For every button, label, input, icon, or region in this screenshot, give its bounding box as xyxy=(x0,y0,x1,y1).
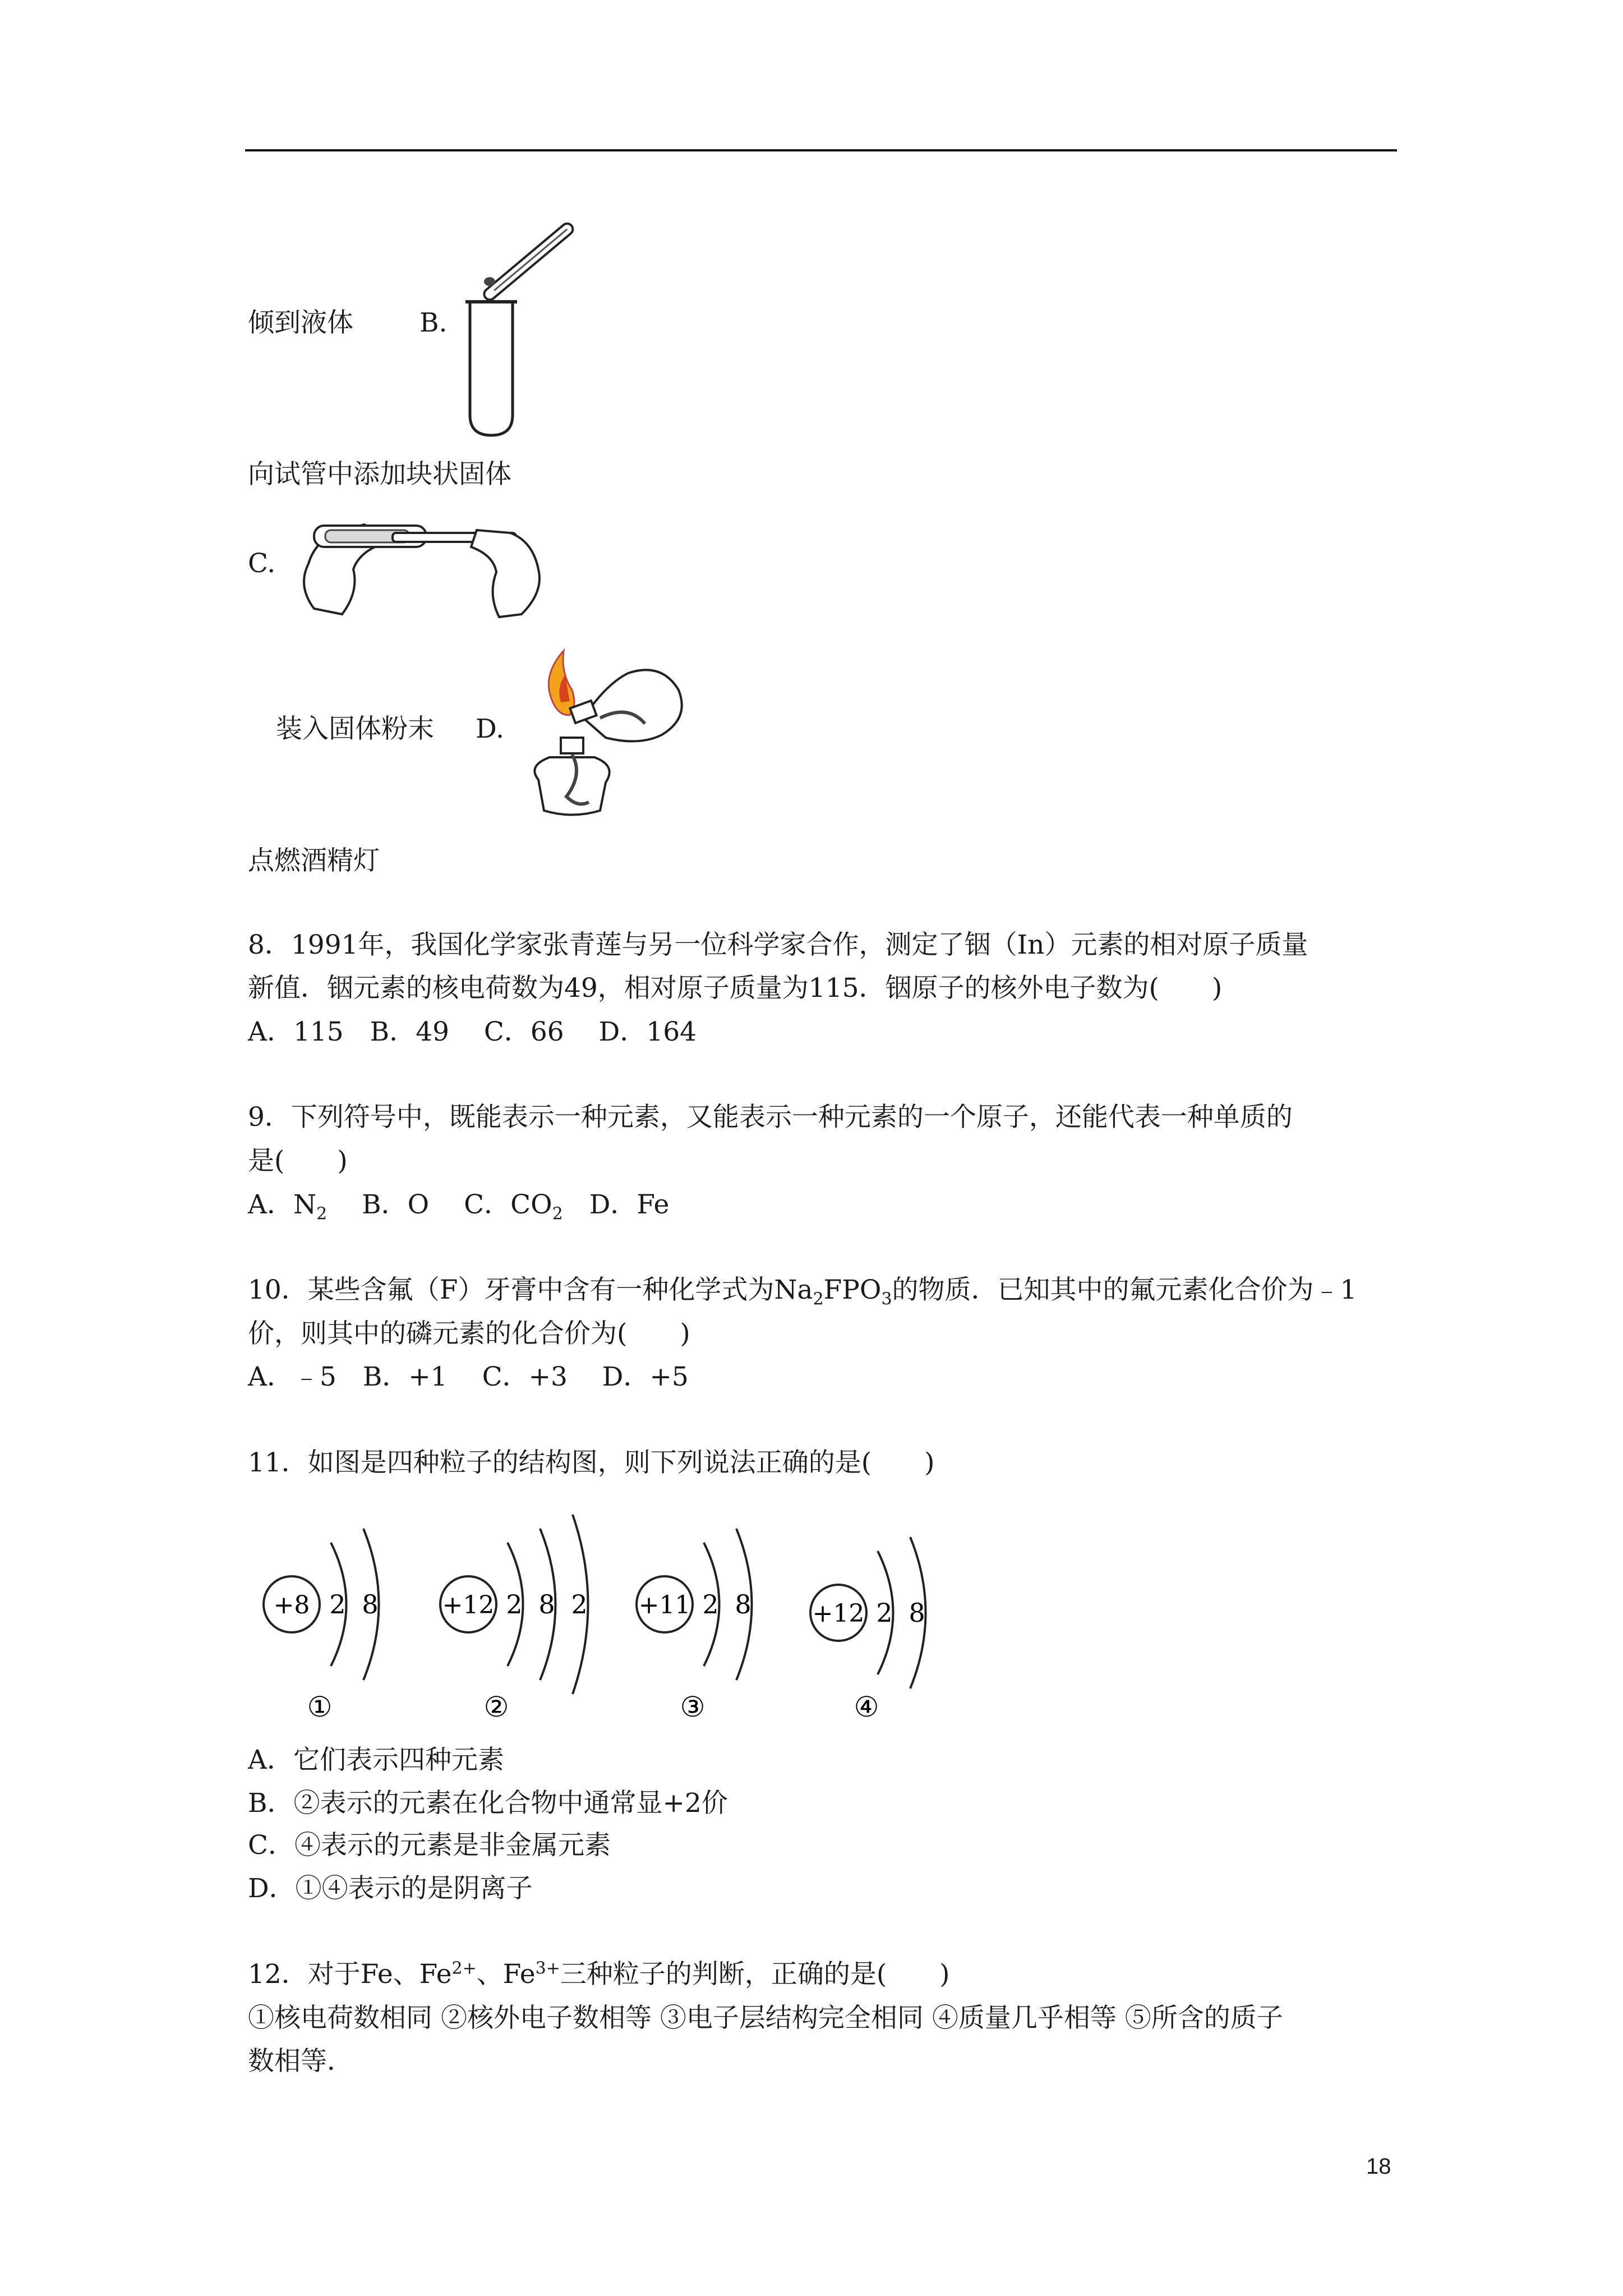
q10-options: A．﹣5 B．+1 C．+3 D．+5 xyxy=(248,1361,689,1392)
shell-electron-count: 8 xyxy=(735,1589,751,1619)
shell-electron-count: 8 xyxy=(909,1598,925,1628)
q10-line-1: 10．某些含氟（F）牙膏中含有一种化学式为$Na_2FPO_3$的物质．已知其中的氟元素化合价为﹣1 xyxy=(248,1274,1357,1309)
upper-lamp-icon xyxy=(548,651,681,741)
nucleus-charge: +8 xyxy=(273,1591,310,1619)
q9-options: A．$N_2$ B．O C．$CO_2$ D．Fe xyxy=(248,1189,670,1224)
q7-option-d-label: D. xyxy=(476,714,504,744)
alcohol-lamps-figure xyxy=(516,639,695,825)
q9-line-1: 9．下列符号中，既能表示一种元素，又能表示一种元素的一个原子，还能代表一种单质的 xyxy=(248,1102,1293,1133)
q11-option-a: A．它们表示四种元素 xyxy=(248,1745,504,1775)
particle-label: ④ xyxy=(854,1691,879,1723)
q9-option-a: A．N xyxy=(248,1189,317,1220)
q12-stem: 12．对于Fe、$Fe^{2+}$、$Fe^{3+}$三种粒子的判断，正确的是( ) xyxy=(248,1958,950,1990)
shell-electron-count: 2 xyxy=(329,1589,346,1619)
q12-line-3: 数相等． xyxy=(248,2046,353,2077)
particle-diagram xyxy=(810,1537,926,1723)
shell-electron-count: 8 xyxy=(362,1589,379,1619)
header-rule xyxy=(245,149,1397,151)
particle-label: ② xyxy=(483,1691,509,1723)
q10-line-2: 价，则其中的磷元素的化合价为( ) xyxy=(248,1318,690,1349)
q8-line-1: 8．1991年，我国化学家张青莲与另一位科学家合作，测定了铟（In）元素的相对原子质量 xyxy=(248,930,1308,960)
shell-electron-count: 8 xyxy=(538,1589,555,1619)
page-number: 18 xyxy=(1366,2154,1391,2179)
q12-line-2: ①核电荷数相同 ②核外电子数相等 ③电子层结构完全相同 ④质量几乎相等 ⑤所含的质子 xyxy=(248,2003,1283,2033)
q7-option-b-tail: 向试管中添加块状固体 xyxy=(248,459,511,490)
test-tube-figure xyxy=(460,213,583,443)
particle-structure-diagrams xyxy=(241,1492,937,1728)
q9-line-2: 是( ) xyxy=(248,1145,348,1176)
q7-option-b-label: B. xyxy=(419,307,448,338)
q11-stem: 11．如图是四种粒子的结构图，则下列说法正确的是( ) xyxy=(248,1447,935,1478)
q8-options: A．115 B．49 C．66 D．164 xyxy=(248,1016,697,1047)
nucleus-charge: +12 xyxy=(442,1591,495,1619)
shell-electron-count: 2 xyxy=(876,1598,893,1628)
q9-option-d: D．Fe xyxy=(589,1189,670,1220)
q7-option-d-tail: 点燃酒精灯 xyxy=(248,845,380,876)
q8-line-2: 新值．铟元素的核电荷数为49，相对原子质量为115．铟原子的核外电子数为( ) xyxy=(248,973,1223,1004)
nucleus-charge: +12 xyxy=(812,1599,865,1628)
shell-electron-count: 2 xyxy=(506,1589,523,1619)
q7-option-c-label: C. xyxy=(248,548,276,579)
glass-rod-icon xyxy=(482,221,575,302)
q7-option-c-tail: 装入固体粉末 xyxy=(276,714,434,744)
particle-label: ① xyxy=(307,1691,333,1723)
q11-option-d: D．①④表示的是阴离子 xyxy=(248,1873,533,1904)
q9-option-c: C．CO xyxy=(464,1189,552,1220)
solid-piece-icon xyxy=(484,277,495,286)
particle-diagram xyxy=(264,1529,379,1723)
lower-lamp-icon xyxy=(534,738,609,815)
hands-paper-trough-figure xyxy=(292,502,550,623)
shell-electron-count: 2 xyxy=(702,1589,719,1619)
particle-diagram xyxy=(637,1529,752,1723)
shell-electron-count: 2 xyxy=(571,1589,588,1619)
q7-option-a-tail: 倾到液体 xyxy=(248,307,353,338)
particle-label: ③ xyxy=(680,1691,706,1723)
q11-option-b: B．②表示的元素在化合物中通常显+2价 xyxy=(248,1788,728,1819)
q9-option-b: B．O xyxy=(362,1189,430,1220)
q11-option-c: C．④表示的元素是非金属元素 xyxy=(248,1830,611,1861)
nucleus-charge: +11 xyxy=(638,1591,691,1619)
particle-diagram xyxy=(440,1515,588,1723)
